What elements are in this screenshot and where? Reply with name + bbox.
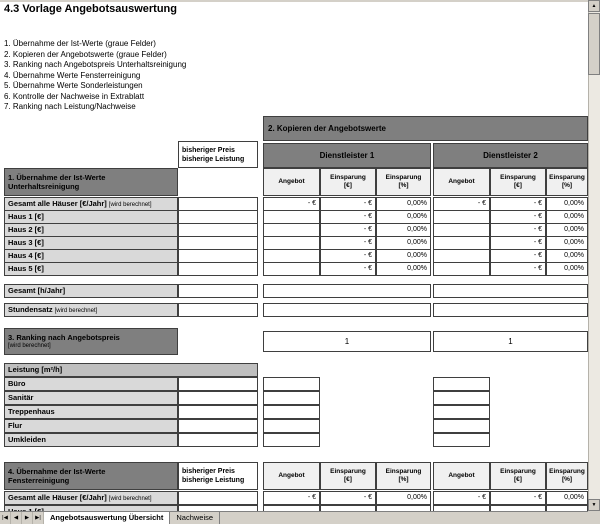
price-input-cell[interactable] [178, 491, 258, 505]
value-cell[interactable]: 0,00% [546, 491, 588, 505]
col-header-angebot-d1: Angebot [263, 168, 320, 196]
value-cell[interactable]: 0,00% [546, 249, 588, 263]
scroll-down-icon[interactable]: ▼ [588, 499, 600, 511]
price-column-header: bisheriger Preis bisherige Leistung [178, 462, 258, 490]
section1-header-line2: Unterhaltsreinigung [8, 182, 80, 191]
value-cell[interactable]: - € [320, 210, 376, 224]
value-cell[interactable]: - € [490, 262, 546, 276]
value-cell[interactable]: - € [320, 223, 376, 237]
value-cell[interactable]: - € [263, 197, 320, 211]
row-label-flur: Flur [4, 419, 178, 433]
col-header-einsparung-pct-d2: Einsparung [%] [546, 168, 588, 196]
tab-scroll-last-icon[interactable]: ▶| [33, 512, 44, 524]
value-cell[interactable]: 0,00% [546, 210, 588, 224]
col-header-einsparung-pct-d2: Einsparung [%] [546, 462, 588, 490]
price-input-cell[interactable] [178, 284, 258, 298]
value-cell[interactable]: - € [490, 197, 546, 211]
value-cell[interactable]: 0,00% [376, 223, 431, 237]
col-header-einsparung-eur-d2: Einsparung [€] [490, 168, 546, 196]
instruction-line: 6. Kontrolle der Nachweise in Extrablatt [4, 91, 145, 101]
price-header-line1: bisheriger Preis [182, 146, 235, 154]
section1-header-line1: 1. Übernahme der Ist-Werte [8, 173, 106, 182]
ranking-value-d1[interactable]: 1 [263, 331, 431, 352]
value-cell[interactable]: - € [320, 236, 376, 250]
col-header-einsparung-pct-d1: Einsparung [%] [376, 462, 431, 490]
instruction-list [4, 39, 186, 113]
price-input-cell[interactable] [178, 433, 258, 447]
instruction-line: 7. Ranking nach Leistung/Nachweise [4, 102, 136, 111]
price-column-header [178, 141, 258, 168]
value-cell[interactable]: - € [490, 236, 546, 250]
row-label-stundensatz: Stundensatz [wird berechnet] [4, 303, 178, 317]
value-cell[interactable]: 0,00% [376, 262, 431, 276]
leistung-cell-d1[interactable] [263, 405, 320, 419]
ranking-value-d2[interactable]: 1 [433, 331, 588, 352]
col-header-einsparung-pct-d1: Einsparung [%] [376, 168, 431, 196]
price-input-cell[interactable] [178, 236, 258, 250]
leistung-header: Leistung [m²/h] [4, 363, 258, 377]
leistung-cell-d2[interactable] [433, 391, 490, 405]
row-label: Haus 1 [€] [4, 210, 178, 224]
tab-scroll-next-icon[interactable]: ▶ [22, 512, 33, 524]
leistung-cell-d1[interactable] [263, 377, 320, 391]
value-cell[interactable] [263, 236, 320, 250]
price-input-cell[interactable] [178, 249, 258, 263]
value-cell[interactable]: 0,00% [546, 197, 588, 211]
value-cell[interactable] [263, 210, 320, 224]
page-title: 4.3 Vorlage Angebotsauswertung [4, 3, 177, 15]
instruction-line: 1. Übernahme der Ist-Werte (graue Felder) [4, 39, 156, 48]
vertical-scrollbar-thumb[interactable] [588, 13, 600, 75]
leistung-cell-d1[interactable] [263, 433, 320, 447]
value-cell[interactable]: 0,00% [376, 210, 431, 224]
value-cell[interactable] [433, 236, 490, 250]
tab-bar-filler [220, 512, 600, 524]
value-cell[interactable]: 0,00% [546, 223, 588, 237]
value-cell[interactable] [263, 249, 320, 263]
value-cell[interactable] [433, 223, 490, 237]
row-label: Haus 4 [€] [4, 249, 178, 263]
sheet-tab-nachweise[interactable]: Nachweise [170, 512, 220, 524]
instruction-line: 2. Kopieren der Angebotswerte (graue Felder) [4, 49, 167, 59]
row-label-sanitaer: Sanitär [4, 391, 178, 405]
price-input-cell[interactable] [178, 262, 258, 276]
price-input-cell[interactable] [178, 419, 258, 433]
row-label-treppenhaus: Treppenhaus [4, 405, 178, 419]
value-cell[interactable]: 0,00% [546, 236, 588, 250]
value-cell[interactable]: - € [490, 491, 546, 505]
section4-header: 4. Übernahme der Ist-Werte Fensterreinigung [4, 462, 178, 490]
leistung-cell-d2[interactable] [433, 419, 490, 433]
price-input-cell[interactable] [178, 405, 258, 419]
value-cell[interactable]: 0,00% [376, 236, 431, 250]
price-input-cell[interactable] [178, 223, 258, 237]
value-cell[interactable]: 0,00% [376, 491, 431, 505]
sheet-tab-angebotsauswertung[interactable]: Angebotsauswertung Übersicht [44, 512, 170, 524]
value-cell[interactable] [263, 223, 320, 237]
hours-cell-d1[interactable] [263, 284, 431, 298]
leistung-cell-d1[interactable] [263, 419, 320, 433]
col-header-angebot-d2: Angebot [433, 462, 490, 490]
hours-cell-d2[interactable] [433, 284, 588, 298]
vertical-scrollbar-track[interactable] [588, 0, 600, 511]
value-cell[interactable]: 0,00% [546, 262, 588, 276]
value-cell[interactable] [433, 262, 490, 276]
instruction-line: 3. Ranking nach Angebotspreis Unterhaltsreinigung [4, 60, 187, 69]
row-label: Haus 3 [€] [4, 236, 178, 250]
tab-scroll-prev-icon[interactable]: ◀ [11, 512, 22, 524]
value-cell[interactable] [263, 262, 320, 276]
col-header-einsparung-eur-d1: Einsparung [€] [320, 168, 376, 196]
window-top-edge [0, 0, 600, 2]
instruction-line: 5. Übernahme Werte Sonderleistungen [4, 81, 143, 90]
value-cell[interactable] [433, 249, 490, 263]
value-cell[interactable]: - € [490, 223, 546, 237]
value-cell[interactable]: - € [433, 197, 490, 211]
leistung-cell-d2[interactable] [433, 377, 490, 391]
col-header-einsparung-eur-d2: Einsparung [€] [490, 462, 546, 490]
tab-scroll-first-icon[interactable]: |◀ [0, 512, 11, 524]
leistung-cell-d2[interactable] [433, 405, 490, 419]
price-input-cell[interactable] [178, 377, 258, 391]
price-input-cell[interactable] [178, 197, 258, 211]
row-label-umkleiden: Umkleiden [4, 433, 178, 447]
col-header-angebot-d1: Angebot [263, 462, 320, 490]
value-cell[interactable]: - € [320, 249, 376, 263]
col-header-angebot-d2: Angebot [433, 168, 490, 196]
price-header-line2: bisherige Leistung [182, 155, 245, 163]
row-label: Haus 5 [€] [4, 262, 178, 276]
value-cell[interactable]: - € [433, 491, 490, 505]
row-label: Haus 2 [€] [4, 223, 178, 237]
price-input-cell[interactable] [178, 210, 258, 224]
rate-cell-d1[interactable] [263, 303, 431, 317]
sheet-tab-bar [0, 511, 600, 524]
value-cell[interactable]: 0,00% [376, 249, 431, 263]
row-label-buero: Büro [4, 377, 178, 391]
value-cell[interactable]: - € [490, 210, 546, 224]
value-cell[interactable]: - € [320, 491, 376, 505]
leistung-cell-d1[interactable] [263, 391, 320, 405]
provider2-header: Dienstleister 2 [433, 143, 588, 168]
scroll-up-icon[interactable]: ▲ [588, 0, 600, 12]
instruction-line: 4. Übernahme Werte Fensterreinigung [4, 70, 141, 80]
value-cell[interactable]: 0,00% [376, 197, 431, 211]
row-label: Gesamt alle Häuser [€/Jahr] [wird berechnet] [4, 491, 178, 505]
rate-cell-d2[interactable] [433, 303, 588, 317]
col-header-einsparung-eur-d1: Einsparung [€] [320, 462, 376, 490]
value-cell[interactable] [433, 210, 490, 224]
ranking-header: 3. Ranking nach Angebotspreis [wird berechnet] [4, 328, 178, 355]
value-cell[interactable]: - € [320, 262, 376, 276]
row-label-gesamt-hours: Gesamt [h/Jahr] [4, 284, 178, 298]
value-cell[interactable]: - € [263, 491, 320, 505]
price-input-cell[interactable] [178, 391, 258, 405]
provider1-header: Dienstleister 1 [263, 143, 431, 168]
value-cell[interactable]: - € [490, 249, 546, 263]
price-input-cell[interactable] [178, 303, 258, 317]
value-cell[interactable]: - € [320, 197, 376, 211]
scrollbar-corner [588, 511, 600, 524]
leistung-cell-d2[interactable] [433, 433, 490, 447]
row-label: Gesamt alle Häuser [€/Jahr] [wird berechnet] [4, 197, 178, 211]
section1-header [4, 168, 178, 196]
copy-values-banner: 2. Kopieren der Angebotswerte [263, 116, 588, 141]
